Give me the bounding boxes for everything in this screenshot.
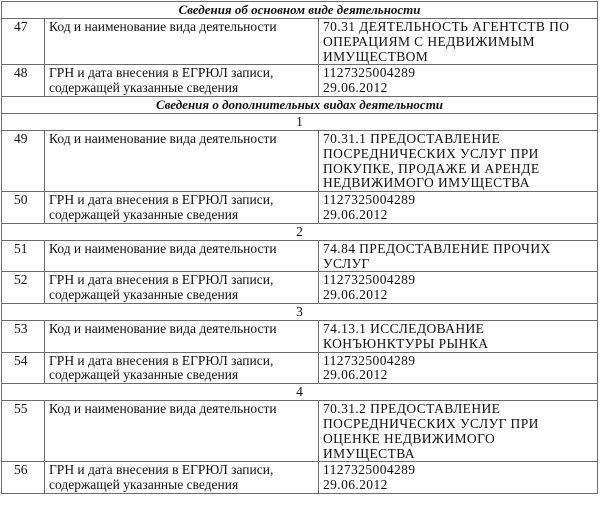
value-line: ОЦЕНКЕ НЕДВИЖИМОГО [323, 430, 496, 446]
value-line: УСЛУГ [323, 255, 370, 271]
row-number: 48 [2, 65, 45, 97]
grn-value [319, 192, 598, 224]
grn-value [319, 65, 598, 97]
table-row-50 [2, 192, 598, 224]
group-number: 2 [2, 223, 598, 240]
entry-date: 29.06.2012 [323, 80, 388, 96]
row-number: 56 [2, 462, 45, 494]
label-line: ГРН и дата внесения в ЕГРЮЛ записи, [49, 192, 274, 208]
value-line: 70.31.1 ПРЕДОСТАВЛЕНИЕ [323, 130, 501, 146]
label-line: содержащей указанные сведения [49, 80, 239, 96]
row-label [45, 462, 319, 494]
entry-date: 29.06.2012 [323, 287, 388, 303]
table-row-53 [2, 320, 598, 352]
group-number: 4 [2, 384, 598, 401]
grn-number: 1127325004289 [323, 65, 416, 81]
row-label [45, 192, 319, 224]
label-line: содержащей указанные сведения [49, 206, 239, 222]
row-label: Код и наименование вида деятельности [45, 240, 319, 272]
value-line: 74.84 ПРЕДОСТАВЛЕНИЕ ПРОЧИХ [323, 240, 551, 256]
value-line: ОПЕРАЦИЯМ С НЕДВИЖИМЫМ [323, 33, 535, 49]
table-row-51 [2, 240, 598, 272]
row-label [45, 352, 319, 384]
table-row-56 [2, 462, 598, 494]
row-number: 55 [2, 401, 45, 462]
row-number: 52 [2, 272, 45, 304]
activity-code-value [319, 130, 598, 191]
row-number: 49 [2, 130, 45, 191]
group-header-1 [2, 113, 598, 130]
label-line: ГРН и дата внесения в ЕГРЮЛ записи, [49, 352, 274, 368]
group-header-4 [2, 384, 598, 401]
egrul-extract-table [1, 1, 598, 494]
value-line: КОНЪЮНКТУРЫ РЫНКА [323, 335, 489, 351]
label-line: содержащей указанные сведения [49, 477, 239, 493]
row-label [45, 65, 319, 97]
label-line: ГРН и дата внесения в ЕГРЮЛ записи, [49, 65, 274, 81]
value-line: НЕДВИЖИМОГО ИМУЩЕСТВА [323, 175, 530, 191]
grn-number: 1127325004289 [323, 352, 416, 368]
row-label: Код и наименование вида деятельности [45, 19, 319, 65]
table-row-48 [2, 65, 598, 97]
section-title-main: Сведения об основном виде деятельности [2, 2, 598, 19]
row-number: 54 [2, 352, 45, 384]
entry-date: 29.06.2012 [323, 367, 388, 383]
value-line: 70.31 ДЕЯТЕЛЬНОСТЬ АГЕНТСТВ ПО [323, 19, 570, 34]
section-header-additional [2, 96, 598, 113]
grn-number: 1127325004289 [323, 272, 416, 288]
label-line: содержащей указанные сведения [49, 287, 239, 303]
row-label: Код и наименование вида деятельности [45, 320, 319, 352]
row-number: 47 [2, 19, 45, 65]
grn-number: 1127325004289 [323, 462, 416, 478]
row-label [45, 272, 319, 304]
group-number: 3 [2, 303, 598, 320]
label-line: содержащей указанные сведения [49, 367, 239, 383]
group-header-3 [2, 303, 598, 320]
entry-date: 29.06.2012 [323, 206, 388, 222]
group-number: 1 [2, 113, 598, 130]
grn-number: 1127325004289 [323, 192, 416, 208]
table-row-55 [2, 401, 598, 462]
value-line: ПОСРЕДНИЧЕСКИХ УСЛУГ ПРИ [323, 415, 539, 431]
table-row-49 [2, 130, 598, 191]
activity-code-value [319, 19, 598, 65]
group-header-2 [2, 223, 598, 240]
activity-code-value [319, 401, 598, 462]
activity-code-value [319, 320, 598, 352]
grn-value [319, 462, 598, 494]
grn-value [319, 272, 598, 304]
value-line: ИМУЩЕСТВОМ [323, 48, 429, 64]
section-header-main [2, 2, 598, 19]
table-row-52 [2, 272, 598, 304]
value-line: ПОКУПКЕ, ПРОДАЖЕ И АРЕНДЕ [323, 160, 540, 176]
label-line: ГРН и дата внесения в ЕГРЮЛ записи, [49, 272, 274, 288]
grn-value [319, 352, 598, 384]
section-title-additional: Сведения о дополнительных видах деятельности [2, 96, 598, 113]
table-row-47 [2, 19, 598, 65]
value-line: 74.13.1 ИССЛЕДОВАНИЕ [323, 320, 485, 336]
row-label: Код и наименование вида деятельности [45, 130, 319, 191]
value-line: 70.31.2 ПРЕДОСТАВЛЕНИЕ [323, 401, 501, 417]
row-number: 53 [2, 320, 45, 352]
entry-date: 29.06.2012 [323, 477, 388, 493]
table-row-54 [2, 352, 598, 384]
label-line: ГРН и дата внесения в ЕГРЮЛ записи, [49, 462, 274, 478]
row-label: Код и наименование вида деятельности [45, 401, 319, 462]
row-number: 51 [2, 240, 45, 272]
row-number: 50 [2, 192, 45, 224]
value-line: ИМУЩЕСТВА [323, 445, 415, 461]
value-line: ПОСРЕДНИЧЕСКИХ УСЛУГ ПРИ [323, 145, 539, 161]
activity-code-value [319, 240, 598, 272]
